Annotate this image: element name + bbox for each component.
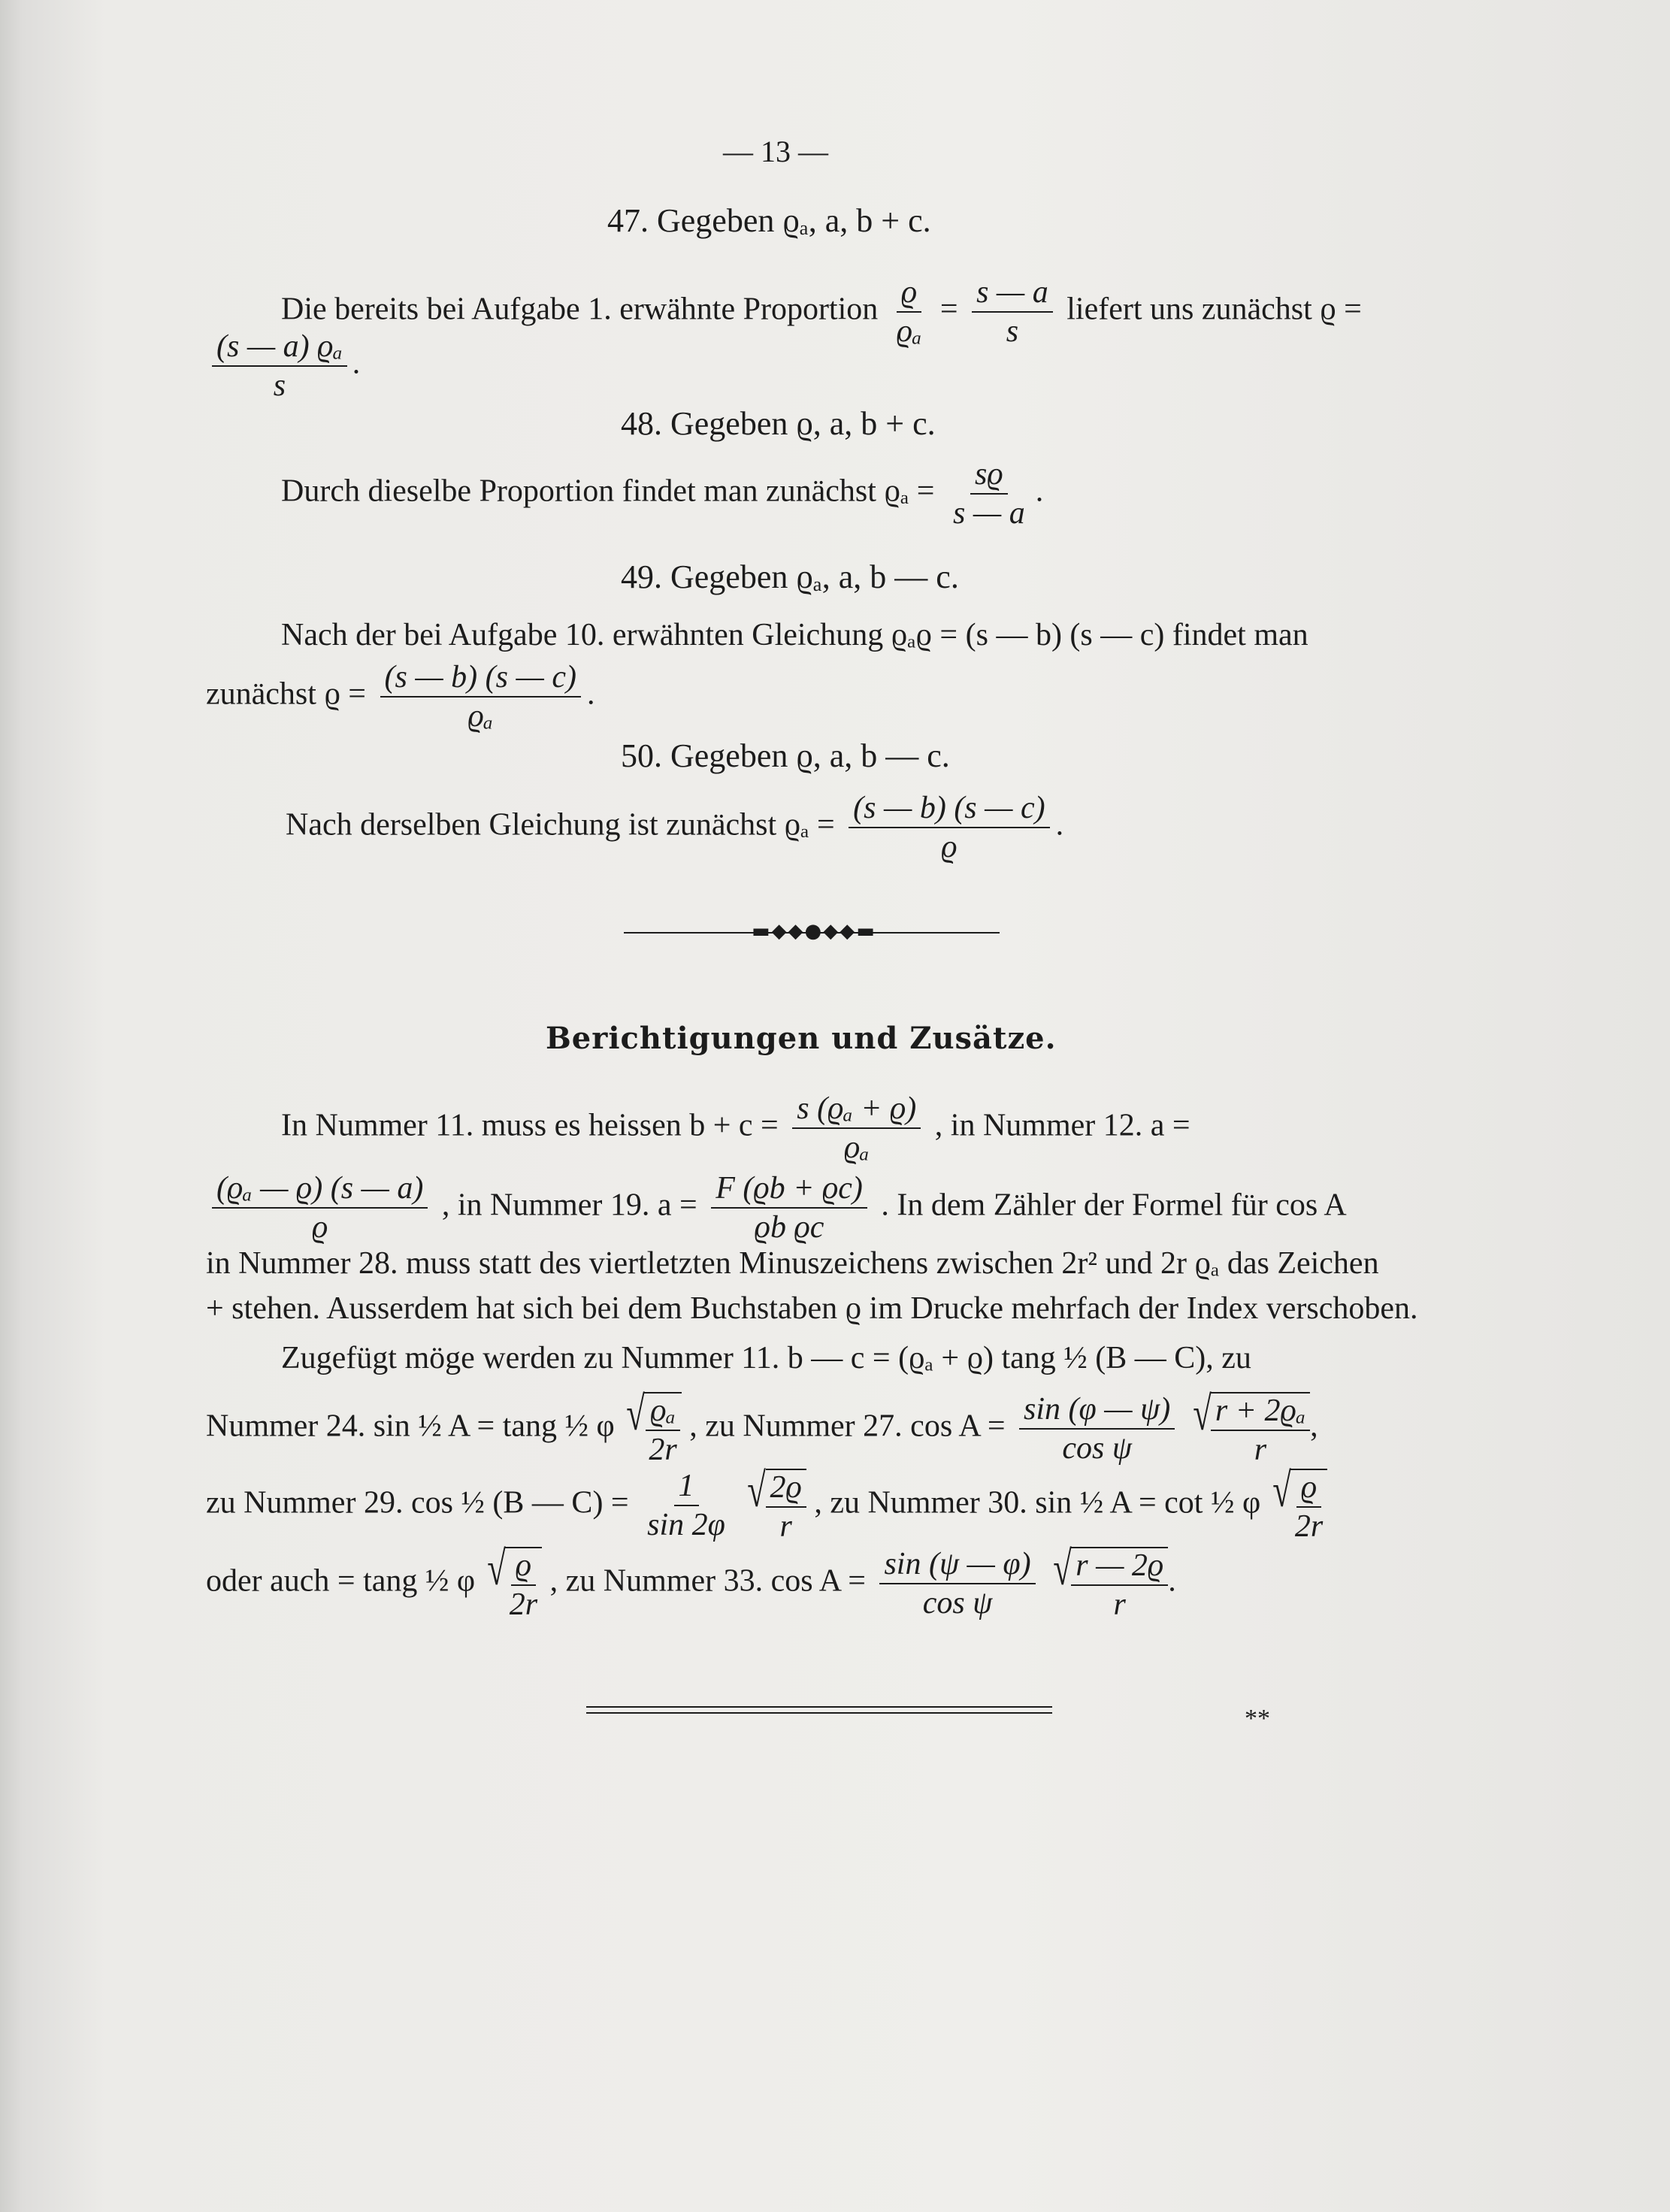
footer-mark: ** [1245, 1705, 1270, 1732]
addition-line-3: zu Nummer 29. cos ½ (B — C) = $\frac{1}{\sin 2\varphi}$ √ $\frac{2ϱ}{r}$ , zu Nummer 30. sin ½ A = cot ½ φ √ $\frac{ϱ}{2r}$ [206, 1469, 1327, 1542]
addition-line-4: oder auch = tang ½ φ √ $\frac{ϱ}{2r}$ , zu Nummer 33. cos A = $\frac{\sin (\psi — \varphi)}{\text{cos ψ}}$ √ $\frac{r — 2ϱ}{r}$ . [206, 1542, 1176, 1622]
footer-rule-top [586, 1706, 1052, 1708]
addition-line-1: Zugefügt möge werden zu Nummer 11. b — c = (ϱₐ + ϱ) tang ½ (B — C), zu [281, 1341, 1251, 1375]
addition-line-2: Nummer 24. sin ½ A = tang ½ φ √ $\frac{\text{ϱₐ}}{2r}$ , zu Nummer 27. cos A = $\frac{\sin (\varphi — \psi)}{\text{cos ψ}}$ √ $\frac{\text{r + 2ϱₐ}}{r}$ , [206, 1387, 1318, 1467]
problem-47-line1: Die bereits bei Aufgabe 1. erwähnte Proportion $\frac{ϱ}{\text{ϱₐ}}$ = $\frac{s — a}{s}$ liefert uns zunächst ϱ = [281, 275, 1362, 349]
correction-line-3: in Nummer 28. muss statt des viertletzten Minuszeichens zwischen 2r² und 2r ϱₐ das Zeichen [206, 1246, 1379, 1281]
problem-47-line2: $\frac{\text{(s — a) ϱₐ}}{s}$ . [206, 331, 361, 401]
problem-49-line1: Nach der bei Aufgabe 10. erwähnten Gleichung ϱₐϱ = (s — b) (s — c) findet man [281, 618, 1308, 652]
correction-line-2: $\frac{\text{(ϱₐ — ϱ) (s — a)}}{ϱ}$ , in Nummer 19. a = $\frac{F (ϱb + ϱc)}{\text{ϱb ϱc}}$ . In dem Zähler der Formel für cos A [206, 1173, 1347, 1243]
problem-49-heading: 49. Gegeben ϱₐ, a, b — c. [621, 558, 959, 595]
corrections-title: Berichtigungen und Zusätze. [546, 1021, 1057, 1056]
problem-49-line2: zunächst ϱ = $\frac{(s — b) (s — c)}{\text{ϱₐ}}$ . [206, 660, 595, 734]
ornament-mark: ▬◆◆●◆◆▬ [752, 920, 876, 943]
correction-line-1: In Nummer 11. muss es heissen b + c = $\frac{\text{s (ϱₐ + ϱ)}}{\text{ϱₐ}}$ , in Nummer 12. a = [281, 1091, 1190, 1165]
problem-50-heading: 50. Gegeben ϱ, a, b — c. [621, 737, 950, 774]
page-number: — 13 — [723, 135, 828, 168]
problem-50-line1: Nach derselben Gleichung ist zunächst ϱₐ = $\frac{(s — b) (s — c)}{ϱ}$ . [286, 791, 1064, 864]
problem-48-line1: Durch dieselbe Proportion findet man zunächst ϱₐ = $\frac{sϱ}{s — a}$ . [281, 457, 1044, 531]
problem-48-heading: 48. Gegeben ϱ, a, b + c. [621, 405, 936, 442]
footer-rule-bottom [586, 1712, 1052, 1714]
problem-47-heading: 47. Gegeben ϱₐ, a, b + c. [607, 202, 931, 239]
correction-line-4: + stehen. Ausserdem hat sich bei dem Buchstaben ϱ im Drucke mehrfach der Index verschoben. [206, 1291, 1418, 1326]
